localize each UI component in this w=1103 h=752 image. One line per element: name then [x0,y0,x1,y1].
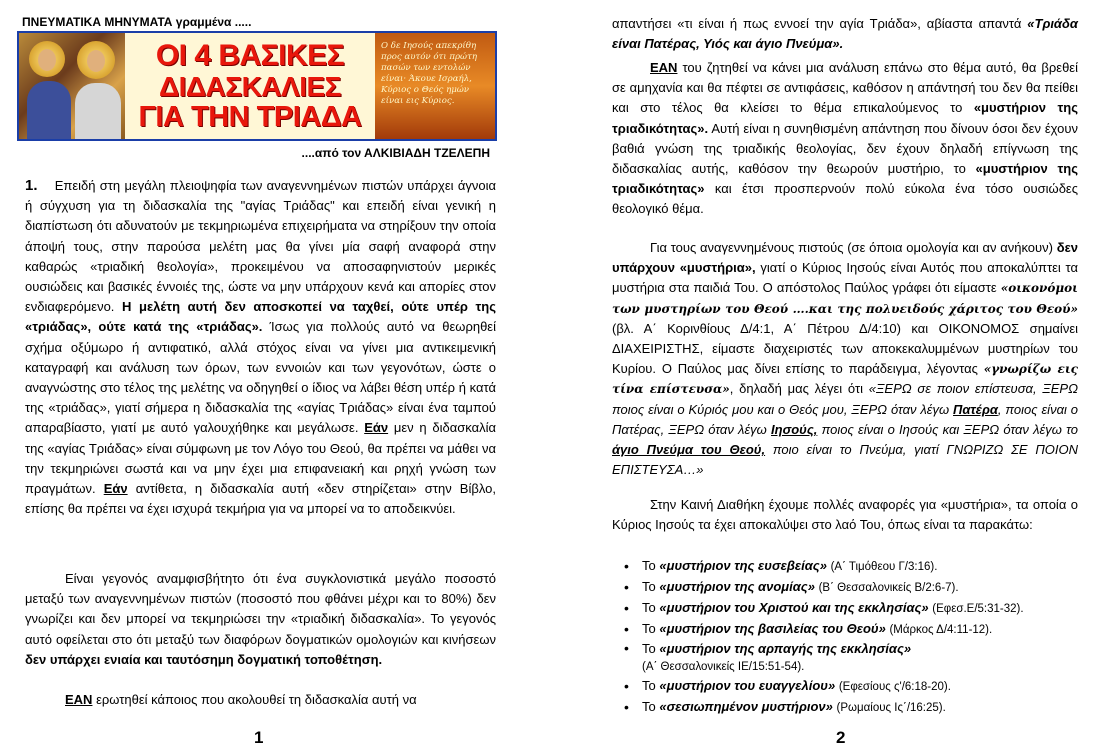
list-item-title: «μυστήριον του Χριστού και της εκκλησίας» [659,600,929,615]
emphasis-word: ΕΑΝ [65,692,93,707]
italic-text: , ποιος είναι ο Πατέρας, ΞΕΡΩ όταν λέγω [612,401,1078,437]
list-item-prefix: Το [642,558,656,573]
list-item [618,556,1098,577]
paragraph-2 [25,569,496,670]
paragraph-number: 1. [25,177,38,194]
paragraph-text: ερωτηθεί κάποιος που ακολουθεί τη διδασκαλία αυτή να [96,692,417,707]
list-item-reference: (Μάρκος Δ/4:11-12). [889,624,993,636]
list-item-prefix: Το [642,641,656,656]
list-item-prefix: Το [642,600,656,615]
italic-text: «ΞΕΡΩ σε ποιον επίστευσα, ΞΕΡΩ ποιος είναι ο Κύριός μου και ο Θεός μου, ΞΕΡΩ όταν λέγω [612,381,1078,417]
list-item [618,697,1098,718]
banner-line-1: ΟΙ 4 ΒΑΣΙΚΕΣ [155,38,345,72]
emphasis-text: Η μελέτη αυτή δεν αποσκοπεί να ταχθεί, ούτε υπέρ της «τριάδας», ούτε κατά της «τριάδας». [25,299,496,335]
title-banner [17,31,497,141]
list-item [618,676,1098,697]
list-item-reference: (Β΄ Θεσσαλονικείς Β/2:6-7). [818,582,959,594]
italic-text: ποιο είναι το Πνεύμα, γιατί ΓΝΩΡΙΖΩ ΣΕ ΠΟΙΟΝ ΕΠΙΣΤΕΥΣΑ…» [612,442,1078,478]
paragraph-text: απαντήσει «τι είναι ή πως εννοεί την αγία Τριάδα», αβίαστα απαντά [612,16,1022,31]
list-item-prefix: Το [642,678,656,693]
paragraph-1 [25,176,496,519]
list-item-prefix: Το [642,579,656,594]
paragraph-text: Αυτή είναι η συνηθισμένη απάντηση που δίνουν όσοι δεν έχουν βαθιά γνώση της τριαδικής θεολογίας, δεν έχουν δηλαδή επίγνωση της διδασκαλίας αυτής, καθόσον την θεωρούν μυστήριο, το [612,120,1078,177]
series-title: ΠΝΕΥΜΑΤΙΚΑ ΜΗΝΥΜΑΤΑ γραμμένα ..... [22,15,252,29]
scripture-quote: «γνωρίζω εις τίνα επίστευσα» [612,362,1078,397]
list-item [618,619,1098,640]
banner-line-2: ΔΙΔΑΣΚΑΛΙΕΣ [159,70,341,102]
right-page [560,0,1103,752]
list-item-title: «σεσιωπημένον μυστήριον» [659,699,833,714]
list-item [618,577,1098,598]
paragraph-text: μεν η διδασκαλία της «αγίας Τριάδας» είναι σύμφωνη με τον Λόγο του Θεού, θα πρέπει να μάθει να την τεκμηριώνει σωστά και να μην έχει μια επιφανειακή και ρηχή γνώση των πραγμάτων. [25,420,496,497]
list-item-title: «μυστήριον της αρπαγής της εκκλησίας» [659,641,912,656]
list-item-title: «μυστήριον της ευσεβείας» [659,558,827,573]
underlined-word: Πατέρα [953,401,998,417]
list-item-prefix: Το [642,699,656,714]
paragraph-text: και έτσι προσπερνούν πολύ εύκολα ένα τόσο ουσιώδες θεολογικό θέμα. [612,181,1078,217]
list-item-reference: (Ρωμαίους Ις΄/16:25). [836,702,946,714]
page-number: 2 [836,728,846,747]
icon-painting-image [19,33,125,139]
paragraph-text: Ίσως για πολλούς αυτό να θεωρηθεί σχήμα οξύμωρο ή αντιφατικό, αλλά στόχος είναι να γίνει μια αντικειμενική καταγραφή και ανάλυση των όρων, των εννοιών και των γεγονότων, ώστε ο αναγνώστης στο τέλος της μελέτης να οδηγηθεί ο ίδιος να λάβει θέση υπέρ ή κατά της «τριάδας», γιατί σήμερα η διδασκαλία της «αγίας Τριάδας» είναι ένα ταμπού απαραβίαστο, γιατί με αυτό γαλουχήθηκε και μεγάλωσε. [25,319,496,436]
list-item-title: «μυστήριον του ευαγγελίου» [659,678,836,693]
paragraph-text: Επειδή στη μεγάλη πλειοψηφία των αναγεννημένων πιστών υπάρχει άγνοια ή σύγχυση για τη διδασκαλία της "αγίας Τριάδας" και επειδή είναι γενική η διαπίστωση ότι αδυνατούν με τεκμηριωμένα επιχειρήματα να στηρίξουν την οποία άποψή τους, στην παρούσα μελέτη μας θα γίνει μία σαφή αναφορά στην καθαρώς «τριαδική θεολογία», προκειμένου να αποσαφηνιστούν μερικές ουσιώδεις και βασικές έννοιές της, ώστε να μην υπάρχουν κενά και απορίες στον ενδιαφερόμενο. [25,178,496,315]
paragraph-text: γιατί ο Κύριος Ιησούς είναι Αυτός που αποκαλύπτει τα μυστήρια στα παιδιά Του. Ο απόστολος Παύλος γράφει ότι είμαστε [612,260,1078,296]
mysteries-list [618,556,1098,718]
emphasis-word: Εάν [364,420,389,436]
list-item [618,640,1098,676]
list-item-reference: (Εφεσ.Ε/5:31-32). [932,603,1024,615]
paragraph-3 [25,690,496,710]
list-item-reference: (Α΄ Τιμόθεου Γ/3:16). [830,561,938,573]
paragraph-r4 [612,495,1078,535]
list-item-reference: (Α΄ Θεσσαλονικείς ΙΕ/15:51-54). [642,661,805,673]
list-item-reference: (Εφεσίους ς'/6:18-20). [838,681,951,693]
paragraph-text: Στην Καινή Διαθήκη έχουμε πολλές αναφορές για «μυστήρια», τα οποία ο Κύριος Ιησούς τα έχει αποκαλύψει στο λαό Του, όπως είναι τα παρακάτω: [612,497,1078,533]
list-item [618,598,1098,619]
emphasis-text: «μυστήριον της τριαδικότητας». [612,100,1078,136]
author-byline: ....από τον ΑΛΚΙΒΙΑΔΗ ΤΖΕΛΕΠΗ [301,146,490,160]
paragraph-r2 [612,58,1078,220]
italic-text: ποιος είναι ο Ιησούς και ΞΕΡΩ όταν λέγω το [821,421,1078,437]
underlined-word: άγιο Πνεύμα του Θεού, [612,442,766,458]
emphasis-text: «μυστήριον της τριαδικότητας» [612,161,1078,197]
paragraph-text: Για τους αναγεννημένους πιστούς (σε όποια ομολογία και αν ανήκουν) [650,240,1053,255]
emphasis-word: Εάν [103,481,128,497]
emphasis-word: ΕΑΝ [650,60,678,75]
banner-heading [125,33,375,139]
page-number: 1 [254,728,264,747]
banner-quote: Ο δε Ιησούς απεκρίθη προς αυτόν ότι πρώτη πασών των εντολών είναι· Άκουε Ισραήλ, Κύριος ο Θεός ημών είναι εις Κύριος. [375,33,495,139]
list-item-prefix: Το [642,621,656,636]
list-item-title: «μυστήριον της ανομίας» [659,579,815,594]
emphasis-text: δεν υπάρχει ενιαία και ταυτόσημη δογματική τοποθέτηση. [25,651,383,667]
paragraph-text: , δηλαδή μας λέγει ότι [729,381,863,397]
paragraph-r1 [612,14,1078,54]
paragraph-r3 [612,238,1078,480]
emphasis-text: δεν υπάρχουν «μυστήρια», [612,240,1078,276]
paragraph-text: του ζητηθεί να κάνει μια ανάλυση επάνω στο θέμα αυτό, θα βρεθεί σε αμηχανία και θα πέφτει σε αντιφάσεις, καθόσον η απάντησή του δεν θα πείθει και στο τέλος θα κλείσει το θέμα επικαλούμενος το [612,60,1078,116]
list-item-title: «μυστήριον της βασιλείας του Θεού» [659,621,886,636]
paragraph-text: Είναι γεγονός αναμφισβήτητο ότι ένα συγκλονιστικά μεγάλο ποσοστό μεταξύ των αναγεννημένων πιστών (ποσοστό που φθάνει μέχρι και το 80%) δεν γνωρίζει και δεν μπορεί να τεκμηριώσει την «τριαδική διδασκαλία». Το γεγονός αυτό οφείλεται στο ότι μεταξύ των διαφόρων δογματικών ομολογιών και κινήσεων [25,571,496,647]
left-page [0,0,520,752]
emphasis-text: «Τριάδα είναι Πατέρας, Υιός και άγιο Πνεύμα». [612,16,1078,52]
scripture-quote: «οικονόμοι των μυστηρίων του Θεού ….και της πολυειδούς χάριτος του Θεού» [612,281,1078,316]
underlined-word: Ιησούς, [771,421,818,437]
paragraph-text: αντίθετα, η διδασκαλία αυτή «δεν στηρίζεται» στην Βίβλο, επίσης θα πρέπει να έχει ισχυρά τεκμήρια για να μπορεί να το αποδεικνύει. [25,481,496,517]
banner-line-3: ΓΙΑ ΤΗΝ ΤΡΙΑΔΑ [138,100,362,133]
paragraph-text: (βλ. Α΄ Κορινθίους Δ/4:1, Α΄ Πέτρου Δ/4:10) και ΟΙΚΟΝΟΜΟΣ σημαίνει ΔΙΑΧΕΙΡΙΣΤΗΣ, είμαστε διαχειριστές των αποκεκαλυμμένων μυστηρίων του Κυρίου. Ο Παύλος μας δίνει επίσης το παράδειγμα, λέγοντας [612,320,1078,377]
